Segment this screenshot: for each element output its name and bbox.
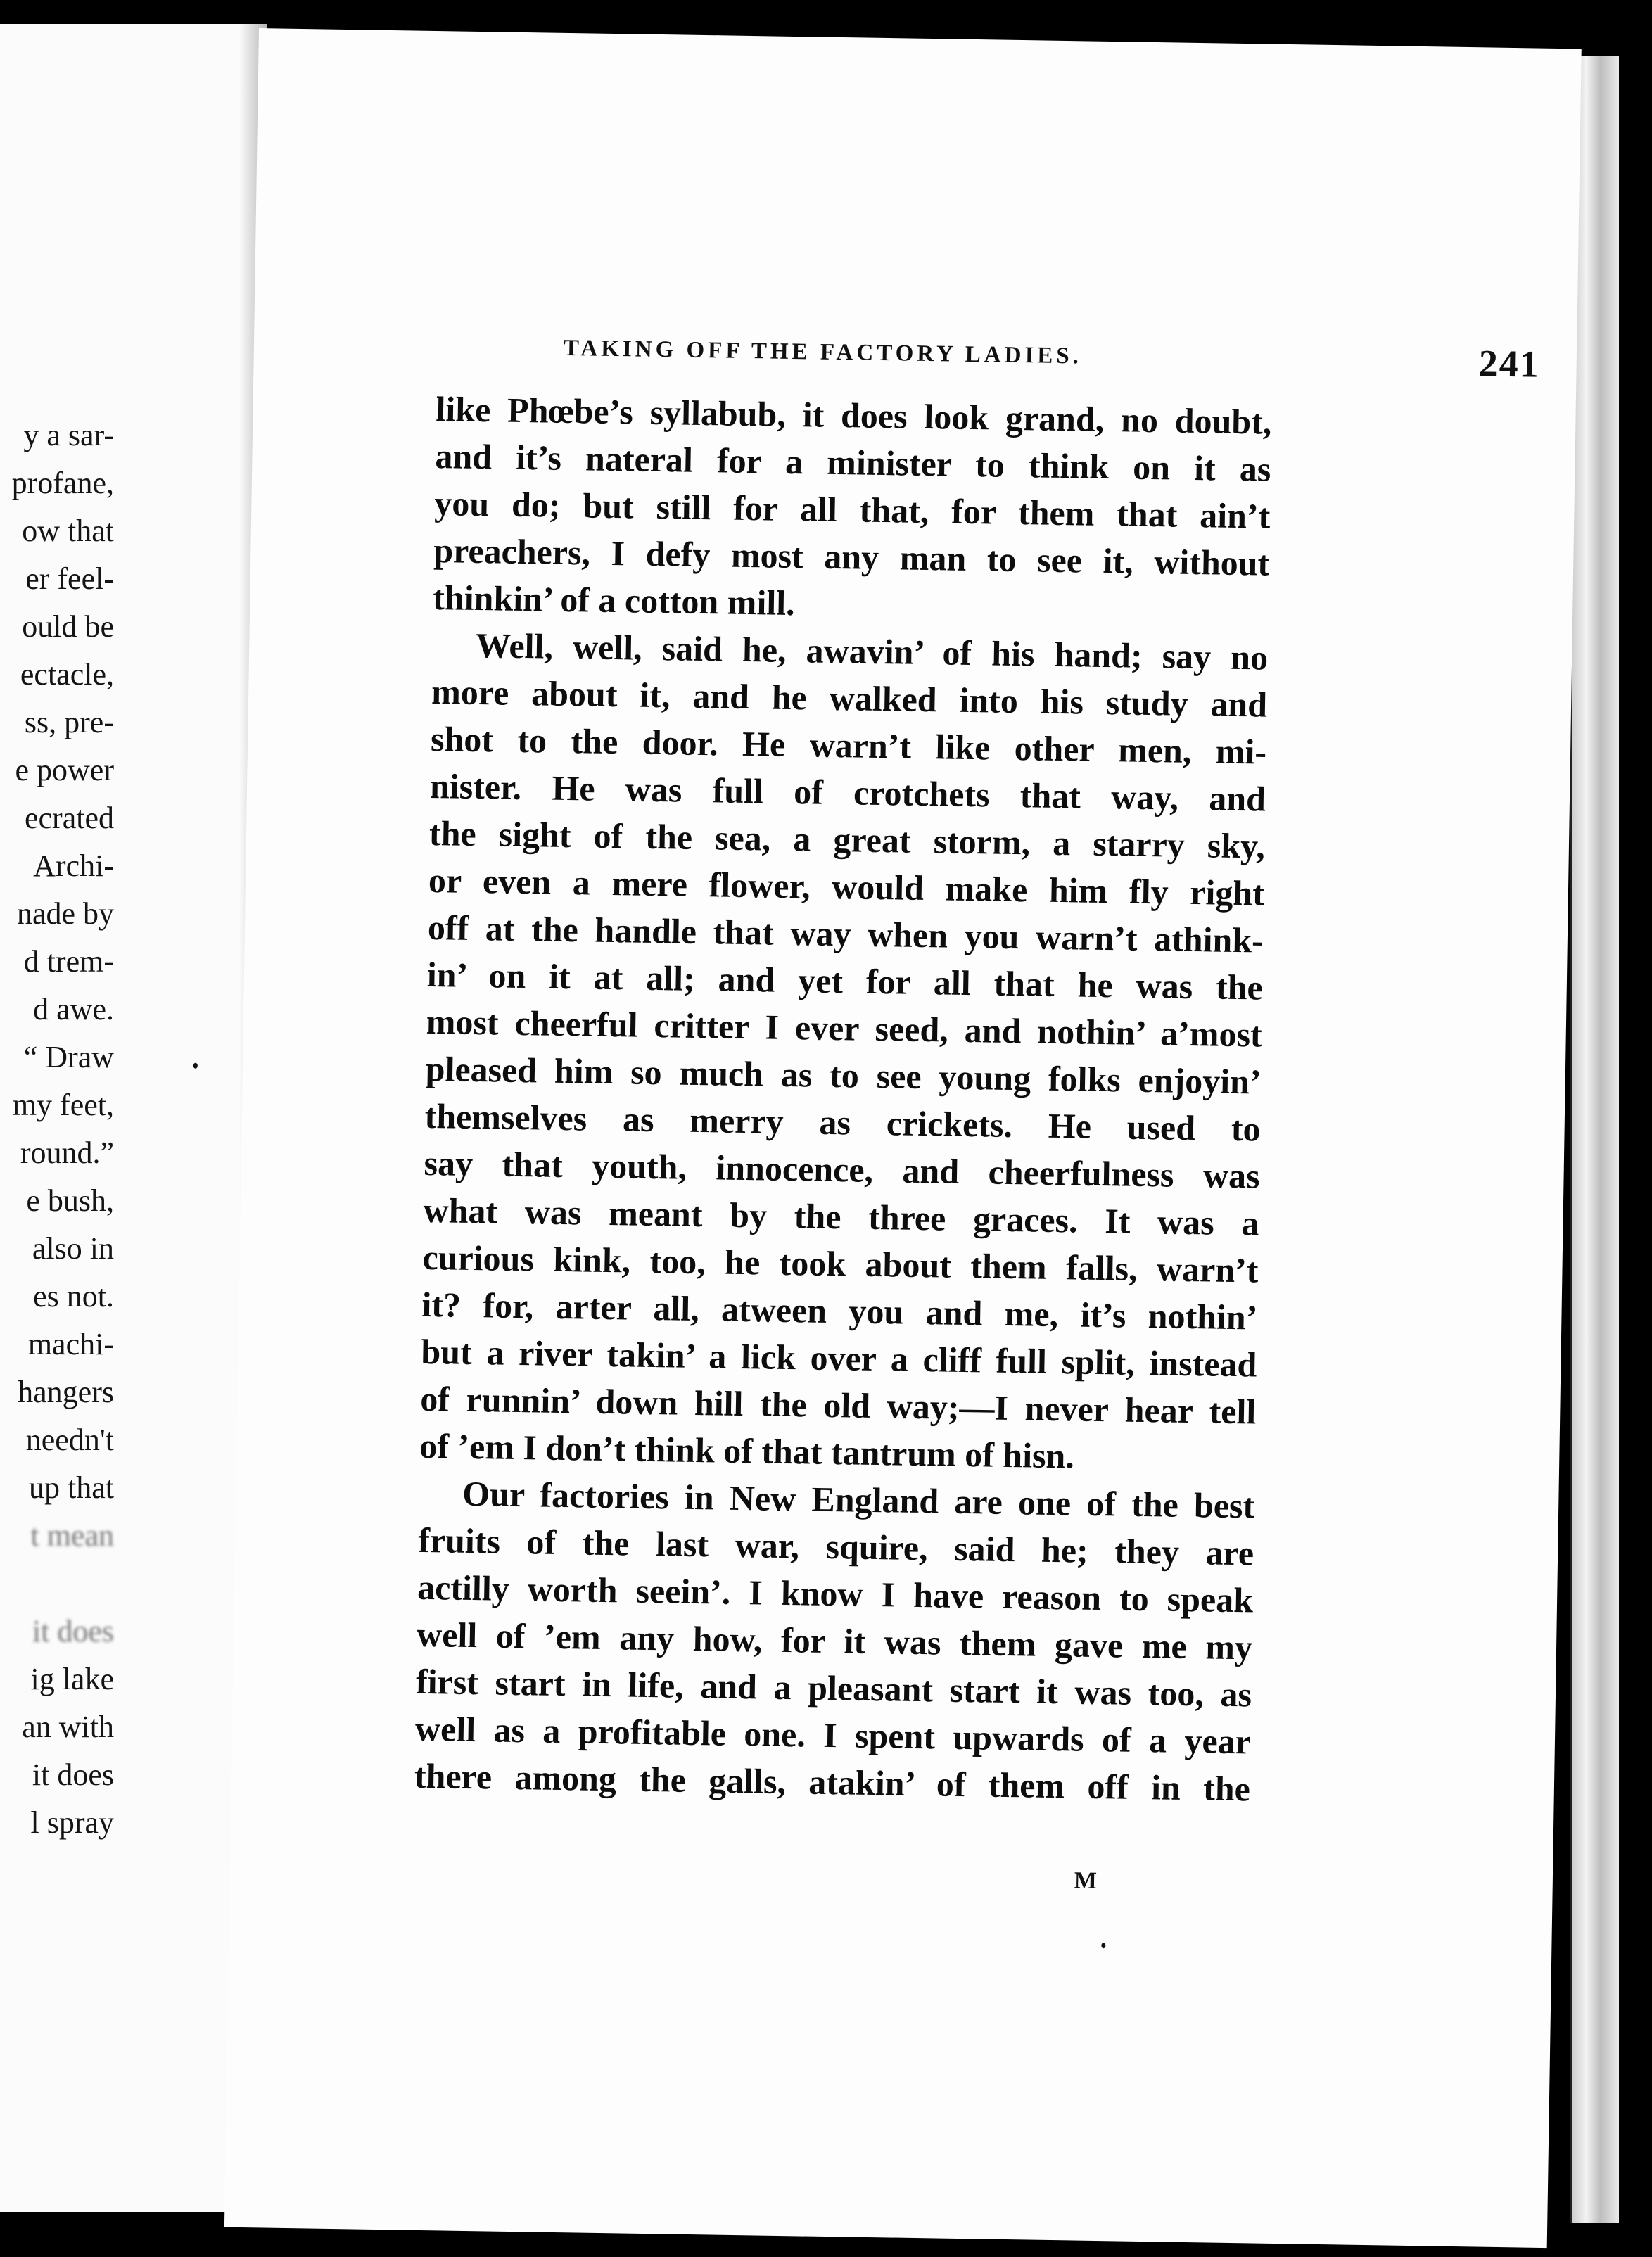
facing-line: an with [22, 1710, 114, 1744]
text-line: or even a mere flower, would make him fly right [428, 860, 1265, 913]
facing-line: t mean [30, 1518, 114, 1553]
page-body-text [414, 386, 1271, 1812]
facing-line: l spray [30, 1805, 114, 1840]
facing-line: Archi- [33, 848, 114, 883]
text-line: what was meant by the three graces. It was a [423, 1190, 1259, 1243]
ink-speck [1101, 1943, 1105, 1948]
facing-line: y a sar- [23, 418, 114, 452]
text-line: first start in life, and a pleasant start it was too, as [415, 1661, 1252, 1715]
facing-line: ig lake [30, 1662, 114, 1696]
text-line: nister. He was full of crotchets that way, and [429, 765, 1266, 819]
facing-line: up that [29, 1470, 114, 1505]
facing-line: e power [15, 753, 114, 787]
facing-line: “ Draw [23, 1040, 114, 1074]
text-line: and it’s nateral for a minister to think on it as [435, 436, 1271, 489]
text-line: in’ on it at all; and yet for all that he was the [426, 954, 1264, 1007]
text-line: shot to the door. He warn’t like other men, mi- [430, 718, 1267, 772]
text-line: of runnin’ down hill the old way;—I never hear tell [419, 1378, 1257, 1432]
text-line: Well, well, said he, awavin’ of his hand; say no [475, 625, 1269, 678]
text-line: more about it, and he walked into his study and [431, 671, 1268, 725]
text-line: off at the handle that way when you warn’t athink- [427, 907, 1264, 960]
facing-line: my feet, [12, 1088, 114, 1122]
facing-line: needn't [25, 1423, 114, 1457]
text-line: most cheerful critter I ever seed, and nothin’ a’most [426, 1001, 1263, 1055]
text-line: well of ’em any how, for it was them gave me my [416, 1614, 1253, 1667]
text-line: but a river takin’ a lick over a cliff full split, instead [421, 1331, 1257, 1385]
text-line: fruits of the last war, squire, said he; they are [417, 1520, 1254, 1573]
facing-line: round.” [20, 1136, 114, 1170]
text-line: like Phœbe’s syllabub, it does look grand, no doubt, [436, 389, 1272, 442]
facing-line: e bush, [26, 1183, 114, 1218]
facing-line: ow that [22, 514, 114, 548]
facing-line: ectacle, [20, 657, 114, 692]
text-line: preachers, I defy most any man to see it, without [433, 530, 1270, 583]
text-line: it? for, arter all, atween you and me, it’s nothin’ [421, 1284, 1258, 1337]
facing-line: machi- [27, 1327, 114, 1361]
facing-line: hangers [18, 1375, 114, 1409]
facing-line: nade by [16, 896, 114, 931]
facing-page-left [0, 24, 267, 2212]
text-line: themselves as merry as crickets. He used to [424, 1095, 1262, 1149]
page-fore-edge [1570, 56, 1619, 2223]
running-head [563, 327, 1540, 392]
facing-line: ss, pre- [24, 705, 114, 739]
facing-line: ecrated [25, 801, 114, 835]
facing-line: es not. [33, 1279, 114, 1314]
facing-line [12, 1560, 114, 1608]
text-line: you do; but still for all that, for them that ain’t [433, 483, 1271, 536]
text-line: well as a profitable one. I spent upwards of a year [414, 1708, 1252, 1762]
text-line: the sight of the sea, a great storm, a starry sky, [428, 813, 1266, 866]
text-line: actilly worth seein’. I know I have reason to speak [417, 1567, 1254, 1620]
page-number: 241 [1478, 342, 1541, 386]
facing-line: also in [32, 1231, 114, 1266]
facing-line: er feel- [25, 561, 114, 596]
facing-line: it does [32, 1757, 114, 1792]
facing-line: d awe. [33, 992, 114, 1026]
text-line: say that youth, innocence, and cheerfulness was [424, 1143, 1260, 1196]
facing-page-text [12, 412, 114, 1848]
text-line: Our factories in New England are one of the best [462, 1473, 1255, 1526]
text-line: there among the galls, atakin’ of them off in the [414, 1755, 1251, 1809]
facing-line: it does [32, 1614, 114, 1648]
facing-line: d trem- [23, 944, 114, 979]
page-right [224, 28, 1582, 2248]
running-head-title: TAKING OFF THE FACTORY LADIES. [563, 335, 1083, 369]
text-line: pleased him so much as to see young folks enjoyin’ [425, 1048, 1262, 1102]
facing-line: ould be [22, 609, 114, 644]
text-line: thinkin’ of a cotton mill. [432, 577, 796, 623]
text-line: of ’em I don’t think of that tantrum of hisn. [419, 1425, 1075, 1476]
printer-signature-mark: M [1074, 1867, 1100, 1895]
text-line: curious kink, too, he took about them falls, warn’t [422, 1237, 1259, 1290]
facing-line: profane, [11, 466, 114, 500]
